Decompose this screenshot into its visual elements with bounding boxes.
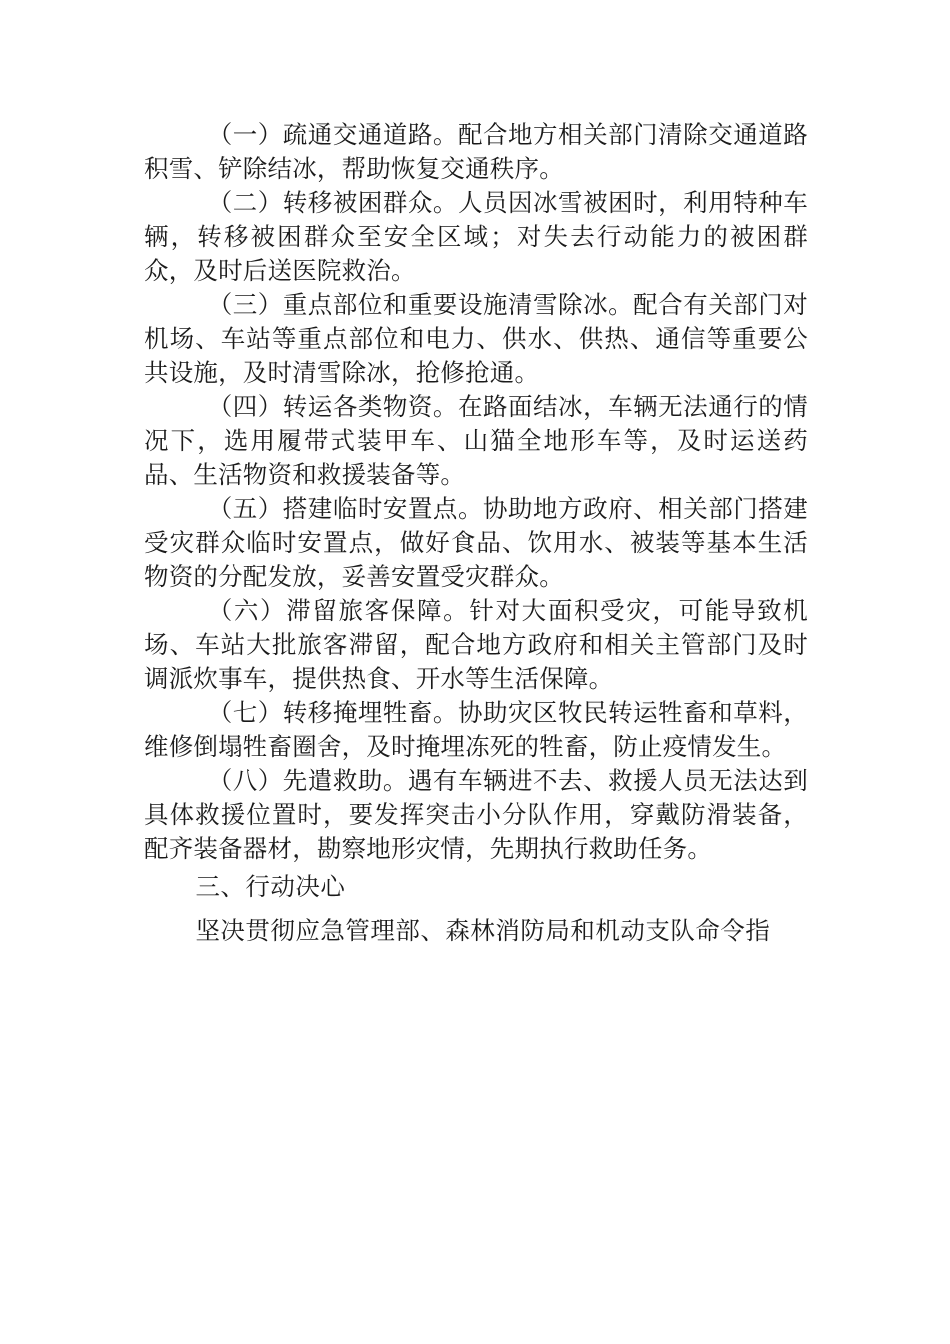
item-lead: （八）先遣救助。 [207, 766, 408, 795]
item-body: 遇有车辆进不去、救援人员无法达到具体救援位置时，要发挥突击小分队作用，穿戴防滑装备，配齐装备器材，勘察地形灾情，先期执行救助任务。 [144, 766, 808, 863]
item-body: 配合地方相关部门清除交通道路积雪、铲除结冰，帮助恢复交通秩序。 [144, 120, 808, 183]
paragraph-item-1 [144, 118, 808, 186]
paragraph-item-3 [144, 288, 808, 390]
item-lead: （三）重点部位和重要设施清雪除冰。 [207, 290, 634, 319]
section-heading: 三、行动决心 [195, 872, 346, 901]
item-body: 人员因冰雪被困时，利用特种车辆，转移被困群众至安全区域；对失去行动能力的被困群众，及时后送医院救治。 [144, 188, 808, 285]
paragraph-item-6 [144, 594, 808, 696]
paragraph-item-7 [144, 696, 808, 764]
item-lead: （一）疏通交通道路。 [207, 120, 458, 149]
item-body: 在路面结冰，车辆无法通行的情况下，选用履带式装甲车、山猫全地形车等，及时运送药品、生活物资和救援装备等。 [144, 392, 808, 489]
paragraph-item-5 [144, 492, 808, 594]
item-lead: （七）转移掩埋牲畜。 [207, 698, 458, 727]
item-body: 协助灾区牧民转运牲畜和草料，维修倒塌牲畜圈舍，及时掩埋冻死的牲畜，防止疫情发生。 [144, 698, 808, 761]
item-lead: （四）转运各类物资。 [207, 392, 458, 421]
paragraph-item-4 [144, 390, 808, 492]
item-lead: （六）滞留旅客保障。 [207, 596, 470, 625]
document-page [144, 118, 808, 948]
item-body: 针对大面积受灾，可能导致机场、车站大批旅客滞留，配合地方政府和相关主管部门及时调派炊事车，提供热食、开水等生活保障。 [144, 596, 808, 693]
item-lead: （二）转移被困群众。 [207, 188, 458, 217]
paragraph-item-2 [144, 186, 808, 288]
paragraph-item-8 [144, 764, 808, 866]
item-body: 协助地方政府、相关部门搭建受灾群众临时安置点，做好食品、饮用水、被装等基本生活物资的分配发放，妥善安置受灾群众。 [144, 494, 808, 591]
closing-paragraph: 坚决贯彻应急管理部、森林消防局和机动支队命令指 [195, 916, 771, 945]
item-body: 配合有关部门对机场、车站等重点部位和电力、供水、供热、通信等重要公共设施，及时清雪除冰，抢修抢通。 [144, 290, 808, 387]
item-lead: （五）搭建临时安置点。 [207, 494, 483, 523]
